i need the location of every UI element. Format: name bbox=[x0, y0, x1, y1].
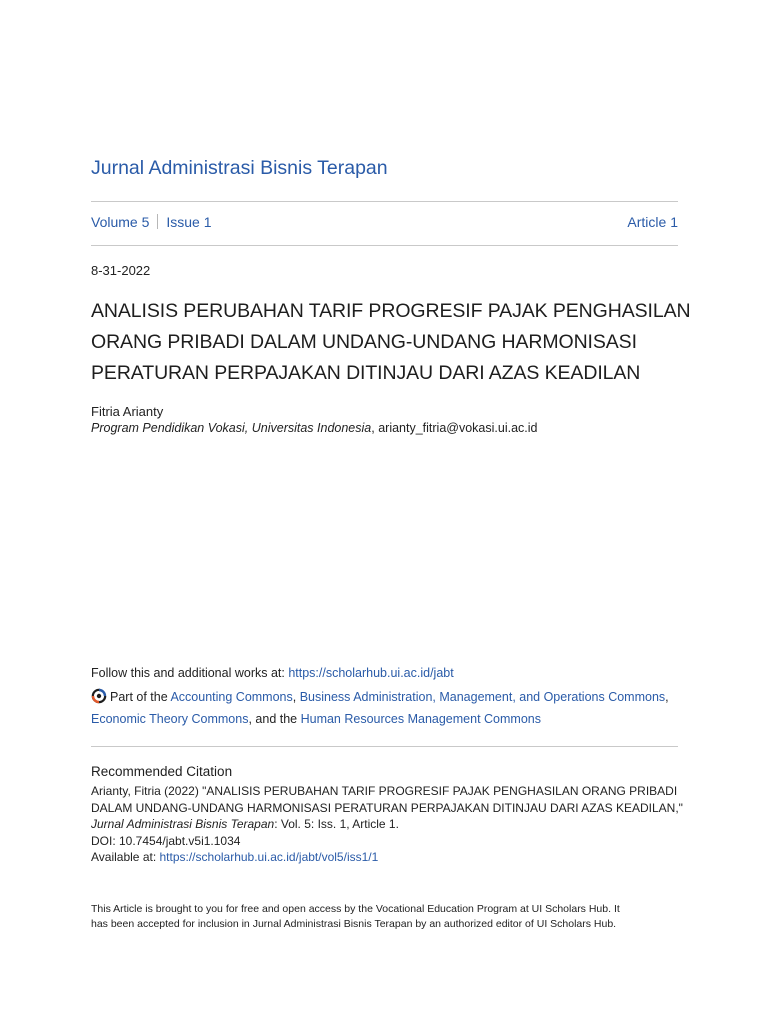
title-line: PERATURAN PERPAJAKAN DITINJAU DARI AZAS KEADILAN bbox=[91, 362, 641, 384]
title-line: ORANG PRIBADI DALAM UNDANG-UNDANG HARMONISASI bbox=[91, 331, 637, 353]
journal-title-link[interactable]: Jurnal Administrasi Bisnis Terapan bbox=[91, 157, 388, 179]
human-resources-commons-link[interactable]: Human Resources Management Commons bbox=[300, 712, 541, 726]
follow-label: Follow this and additional works at: bbox=[91, 666, 289, 680]
author-email: arianty_fitria@vokasi.ui.ac.id bbox=[378, 421, 538, 435]
divider-issue bbox=[91, 245, 678, 246]
available-label: Available at: bbox=[91, 850, 160, 864]
publication-date: 8-31-2022 bbox=[91, 263, 151, 278]
article-link[interactable]: Article 1 bbox=[627, 214, 678, 230]
notice-line: This Article is brought to you for free and open access by the Vocational Education Program at UI Scholars Hub. It bbox=[91, 903, 620, 915]
citation-doi: DOI: 10.7454/jabt.v5i1.1034 bbox=[91, 833, 241, 848]
part-of-prefix: Part of the bbox=[110, 690, 171, 704]
economic-theory-commons-link[interactable]: Economic Theory Commons bbox=[91, 712, 249, 726]
citation-journal: Jurnal Administrasi Bisnis Terapan bbox=[91, 817, 275, 831]
citation-available bbox=[91, 849, 691, 866]
citation-line bbox=[91, 816, 691, 833]
commons-separator: , bbox=[292, 690, 300, 704]
digital-commons-icon bbox=[91, 688, 107, 704]
divider-top bbox=[91, 201, 678, 202]
commons-separator: , and the bbox=[248, 712, 301, 726]
commons-separator: , bbox=[665, 690, 669, 704]
affiliation-separator: , bbox=[371, 421, 379, 435]
notice-line: has been accepted for inclusion in Jurnal Administrasi Bisnis Terapan by an authorized editor of UI Scholars Hub. bbox=[91, 918, 617, 930]
citation-volume: : Vol. 5: Iss. 1, Article 1. bbox=[274, 817, 399, 831]
author-affiliation bbox=[91, 421, 538, 435]
article-title bbox=[91, 296, 691, 389]
issue-row bbox=[91, 214, 678, 230]
citation-line: DALAM UNDANG-UNDANG HARMONISASI PERATURAN PERPAJAKAN DITINJAU DARI AZAS KEADILAN," bbox=[91, 800, 683, 815]
author-name: Fitria Arianty bbox=[91, 404, 164, 419]
recommended-citation-heading: Recommended Citation bbox=[91, 764, 233, 779]
follow-line bbox=[91, 666, 454, 680]
affiliation-text: Program Pendidikan Vokasi, Universitas Indonesia bbox=[91, 421, 372, 435]
issue-separator bbox=[157, 214, 158, 229]
available-url-link[interactable]: https://scholarhub.ui.ac.id/jabt/vol5/iss1/1 bbox=[159, 850, 379, 864]
part-of-commons bbox=[91, 686, 691, 730]
citation-line: Arianty, Fitria (2022) "ANALISIS PERUBAHAN TARIF PROGRESIF PAJAK PENGHASILAN ORANG PRIBADI bbox=[91, 784, 678, 798]
follow-url-link[interactable]: https://scholarhub.ui.ac.id/jabt bbox=[288, 666, 454, 680]
business-admin-commons-link[interactable]: Business Administration, Management, and Operations Commons bbox=[299, 690, 666, 704]
volume-link[interactable]: Volume 5 bbox=[91, 214, 150, 230]
issue-link[interactable]: Issue 1 bbox=[166, 214, 212, 230]
accounting-commons-link[interactable]: Accounting Commons bbox=[170, 690, 293, 704]
divider-citation bbox=[91, 746, 678, 747]
access-notice bbox=[91, 902, 681, 932]
recommended-citation-body bbox=[91, 783, 691, 866]
title-line: ANALISIS PERUBAHAN TARIF PROGRESIF PAJAK PENGHASILAN bbox=[91, 300, 691, 322]
